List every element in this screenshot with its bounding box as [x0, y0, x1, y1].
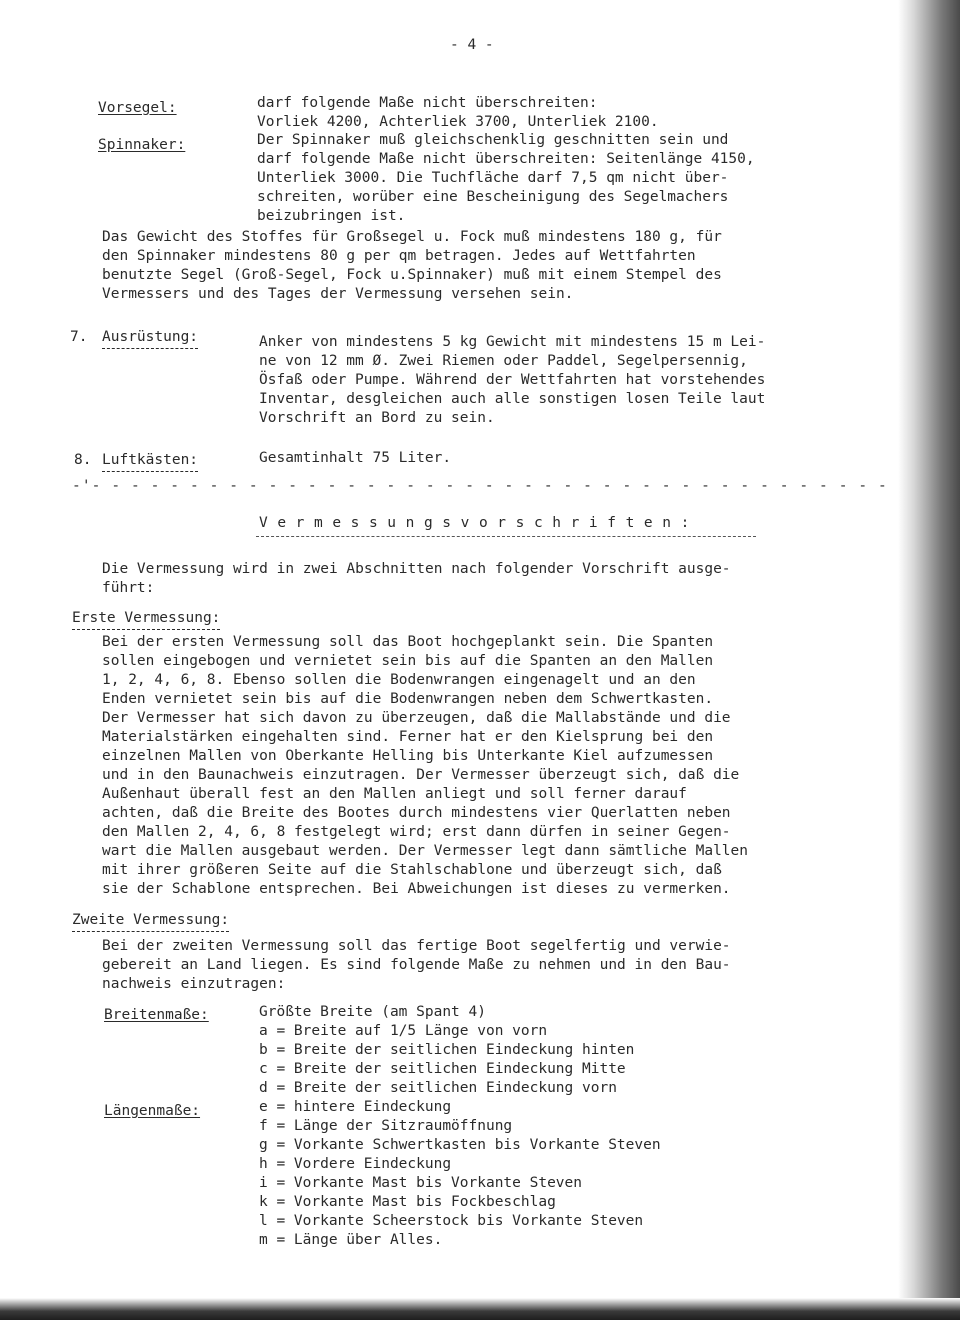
zweite-line-1: Bei der zweiten Vermessung soll das fertige Boot segelfertig und verwie-: [102, 938, 731, 954]
page-number: - 4 -: [450, 37, 494, 53]
breitenmasse-line-5: d = Breite der seitlichen Eindeckung vorn: [259, 1080, 617, 1096]
breitenmasse-label: Breitenmaße:: [104, 1007, 209, 1023]
weight-line-4: Vermessers und des Tages der Vermessung versehen sein.: [102, 286, 574, 302]
laengenmasse-line-6: k = Vorkante Mast bis Fockbeschlag: [259, 1194, 556, 1210]
scan-bottom-edge: [0, 1298, 960, 1320]
intro-line-2: führt:: [102, 580, 155, 596]
spinnaker-label: Spinnaker:: [98, 137, 186, 153]
erste-line-7: einzelnen Mallen von Oberkante Helling bis Unterkante Kiel aufzumessen: [102, 748, 714, 764]
breitenmasse-line-2: a = Breite auf 1/5 Länge von vorn: [259, 1023, 548, 1039]
weight-line-2: den Spinnaker mindestens 80 g per qm betragen. Jedes auf Wettfahrten: [102, 248, 696, 264]
zweite-label: Zweite Vermessung:: [72, 911, 229, 932]
section8-number: 8.: [74, 452, 92, 468]
breitenmasse-line-1: Größte Breite (am Spant 4): [259, 1004, 486, 1020]
laengenmasse-line-8: m = Länge über Alles.: [259, 1232, 443, 1248]
erste-label: Erste Vermessung:: [72, 609, 220, 630]
section7-line-4: Inventar, desgleichen auch alle sonstigen losen Teile laut: [259, 391, 766, 407]
erste-line-14: sie der Schablone entsprechen. Bei Abweichungen ist dieses zu vermerken.: [102, 881, 731, 897]
weight-line-3: benutzte Segel (Groß-Segel, Fock u.Spinnaker) muß mit einem Stempel des: [102, 267, 722, 283]
laengenmasse-line-3: g = Vorkante Schwertkasten bis Vorkante Steven: [259, 1137, 661, 1153]
erste-line-8: und in den Baunachweis einzutragen. Der Vermesser überzeugt sich, daß die: [102, 767, 740, 783]
section7-line-2: ne von 12 mm Ø. Zwei Riemen oder Paddel, Segelpersennig,: [259, 353, 748, 369]
section7-line-5: Vorschrift an Bord zu sein.: [259, 410, 495, 426]
separator-line: -'- - - - - - - - - - - - - - - - - - - - - - - - - - - - - - - - - - - - - - - - -: [72, 478, 888, 494]
section7-number: 7.: [70, 329, 88, 345]
heading-underline: [256, 536, 756, 537]
erste-line-4: Enden vernietet sein bis auf die Bodenwrangen neben dem Schwertkasten.: [102, 691, 714, 707]
spinnaker-line-5: beizubringen ist.: [257, 208, 406, 224]
intro-line-1: Die Vermessung wird in zwei Abschnitten nach folgender Vorschrift ausge-: [102, 561, 731, 577]
erste-line-3: 1, 2, 4, 6, 8. Ebenso sollen die Bodenwrangen eingenagelt und an den: [102, 672, 696, 688]
section7-line-1: Anker von mindestens 5 kg Gewicht mit mindestens 15 m Lei-: [259, 334, 766, 350]
laengenmasse-line-5: i = Vorkante Mast bis Vorkante Steven: [259, 1175, 583, 1191]
page-edge-shadow: [898, 0, 960, 1320]
laengenmasse-line-4: h = Vordere Eindeckung: [259, 1156, 452, 1172]
laengenmasse-label: Längenmaße:: [104, 1103, 201, 1119]
laengenmasse-line-7: l = Vorkante Scheerstock bis Vorkante Steven: [259, 1213, 644, 1229]
erste-line-12: wart die Mallen ausgebaut werden. Der Vermesser legt dann sämtliche Mallen: [102, 843, 749, 859]
spinnaker-line-2: darf folgende Maße nicht überschreiten: Seitenlänge 4150,: [257, 151, 755, 167]
vorsegel-label: Vorsegel:: [98, 100, 177, 116]
vorsegel-line-1: darf folgende Maße nicht überschreiten:: [257, 95, 598, 111]
section8-label: Luftkästen:: [102, 451, 198, 472]
breitenmasse-line-4: c = Breite der seitlichen Eindeckung Mitte: [259, 1061, 626, 1077]
zweite-line-2: gebereit an Land liegen. Es sind folgende Maße zu nehmen und in den Bau-: [102, 957, 731, 973]
section-heading: Vermessungsvorschriften:: [259, 515, 699, 531]
laengenmasse-line-2: f = Länge der Sitzraumöffnung: [259, 1118, 513, 1134]
zweite-line-3: nachweis einzutragen:: [102, 976, 286, 992]
spinnaker-line-4: schreiten, worüber eine Bescheinigung des Segelmachers: [257, 189, 729, 205]
section7-line-3: Ösfaß oder Pumpe. Während der Wettfahrten hat vorstehendes: [259, 372, 766, 388]
section7-label: Ausrüstung:: [102, 328, 198, 349]
laengenmasse-line-1: e = hintere Eindeckung: [259, 1099, 452, 1115]
spinnaker-line-3: Unterliek 3000. Die Tuchfläche darf 7,5 qm nicht über-: [257, 170, 729, 186]
breitenmasse-line-3: b = Breite der seitlichen Eindeckung hinten: [259, 1042, 635, 1058]
erste-line-9: Außenhaut überall fest an den Mallen anliegt und soll ferner darauf: [102, 786, 687, 802]
erste-line-1: Bei der ersten Vermessung soll das Boot hochgeplankt sein. Die Spanten: [102, 634, 714, 650]
erste-line-5: Der Vermesser hat sich davon zu überzeugen, daß die Mallabstände und die: [102, 710, 731, 726]
section8-text: Gesamtinhalt 75 Liter.: [259, 450, 452, 466]
erste-line-10: achten, daß die Breite des Bootes durch mindestens vier Querlatten neben: [102, 805, 731, 821]
weight-line-1: Das Gewicht des Stoffes für Großsegel u. Fock muß mindestens 180 g, für: [102, 229, 722, 245]
erste-line-13: mit ihrer größeren Seite auf die Stahlschablone und überzeugt sich, daß: [102, 862, 722, 878]
spinnaker-line-1: Der Spinnaker muß gleichschenklig geschnitten sein und: [257, 132, 729, 148]
erste-line-2: sollen eingebogen und vernietet sein bis auf die Spanten an den Mallen: [102, 653, 714, 669]
vorsegel-line-2: Vorliek 4200, Achterliek 3700, Unterliek 2100.: [257, 114, 659, 130]
erste-line-11: den Mallen 2, 4, 6, 8 festgelegt wird; erst dann dürfen in seiner Gegen-: [102, 824, 731, 840]
erste-line-6: Materialstärken eingehalten sind. Ferner hat er den Kielsprung bei den: [102, 729, 714, 745]
